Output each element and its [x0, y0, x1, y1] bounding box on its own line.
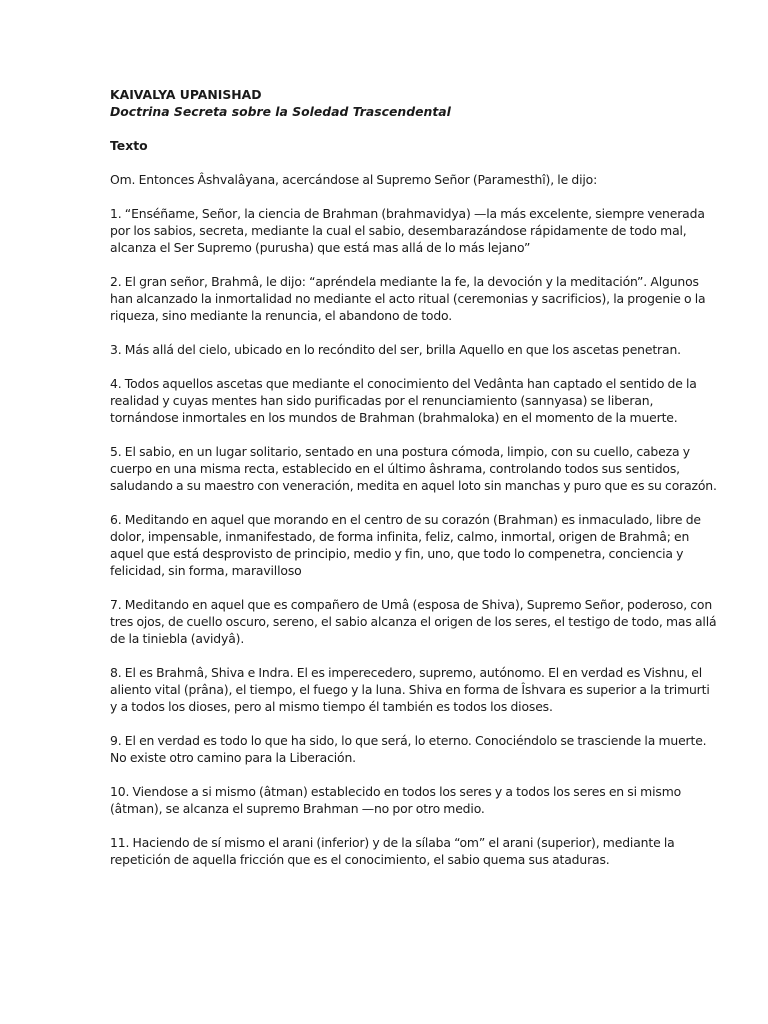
verse-9: 9. El en verdad es todo lo que ha sido, lo que será, lo eterno. Conociéndolo se trasciende la muerte. No existe otro camino para la Liberación. [110, 733, 707, 765]
verse-7: 7. Meditando en aquel que es compañero de Umâ (esposa de Shiva), Supremo Señor, poderoso, con tres ojos, de cuello oscuro, sereno, el sabio alcanza el origen de los seres, el testigo de todo, mas allá de la tiniebla (avidyâ). [110, 597, 717, 646]
document-subtitle: Doctrina Secreta sobre la Soledad Trascendental [110, 104, 451, 119]
verse-8: 8. El es Brahmâ, Shiva e Indra. El es imperecedero, supremo, autónomo. El en verdad es Vishnu, el aliento vital (prâna), el tiempo, el fuego y la luna. Shiva en forma de Îshvara es superior a la trimurti y a todos los dioses, pero al mismo tiempo él también es todos los dioses. [110, 665, 710, 714]
verse-4: 4. Todos aquellos ascetas que mediante el conocimiento del Vedânta han captado el sentido de la realidad y cuyas mentes han sido purificadas por el renunciamiento (sannyasa) se liberan, tornándose inmortales en los mundos de Brahman (brahmaloka) en el momento de la muerte. [110, 376, 697, 425]
document-title: KAIVALYA UPANISHAD [110, 87, 262, 102]
verse-11: 11. Haciendo de sí mismo el arani (inferior) y de la sílaba “om” el arani (superior), mediante la repetición de aquella fricción que es el conocimiento, el sabio quema sus ataduras. [110, 835, 675, 867]
paragraph-intro: Om. Entonces Âshvalâyana, acercándose al Supremo Señor (Paramesthî), le dijo: [110, 172, 598, 187]
verse-1: 1. “Enséñame, Señor, la ciencia de Brahman (brahmavidya) —la más excelente, siempre venerada por los sabios, secreta, mediante la cual el sabio, desembarazándose rápidamente de todo mal, alcanza el Ser Supremo (purusha) que está mas allá de lo más lejano” [110, 206, 705, 255]
section-heading: Texto [110, 138, 148, 153]
verse-5: 5. El sabio, en un lugar solitario, sentado en una postura cómoda, limpio, con su cuello, cabeza y cuerpo en una misma recta, establecido en el último âshrama, controlando todos sus sentidos, saludando a su maestro con veneración, medita en aquel loto sin manchas y puro que es su corazón. [110, 444, 717, 493]
verse-3: 3. Más allá del cielo, ubicado en lo recóndito del ser, brilla Aquello en que los ascetas penetran. [110, 342, 681, 357]
verse-6: 6. Meditando en aquel que morando en el centro de su corazón (Brahman) es inmaculado, libre de dolor, impensable, inmanifestado, de forma infinita, feliz, calmo, inmortal, origen de Brahmâ; en aquel que está desprovisto de principio, medio y fin, uno, que todo lo compenetra, conciencia y felicidad, sin forma, maravilloso [110, 512, 701, 578]
verse-2: 2. El gran señor, Brahmâ, le dijo: “apréndela mediante la fe, la devoción y la meditación”. Algunos han alcanzado la inmortalidad no mediante el acto ritual (ceremonias y sacrificios), la progenie o la riqueza, sino mediante la renuncia, el abandono de todo. [110, 274, 706, 323]
verse-10: 10. Viendose a si mismo (âtman) establecido en todos los seres y a todos los seres en si mismo (âtman), se alcanza el supremo Brahman —no por otro medio. [110, 784, 682, 816]
